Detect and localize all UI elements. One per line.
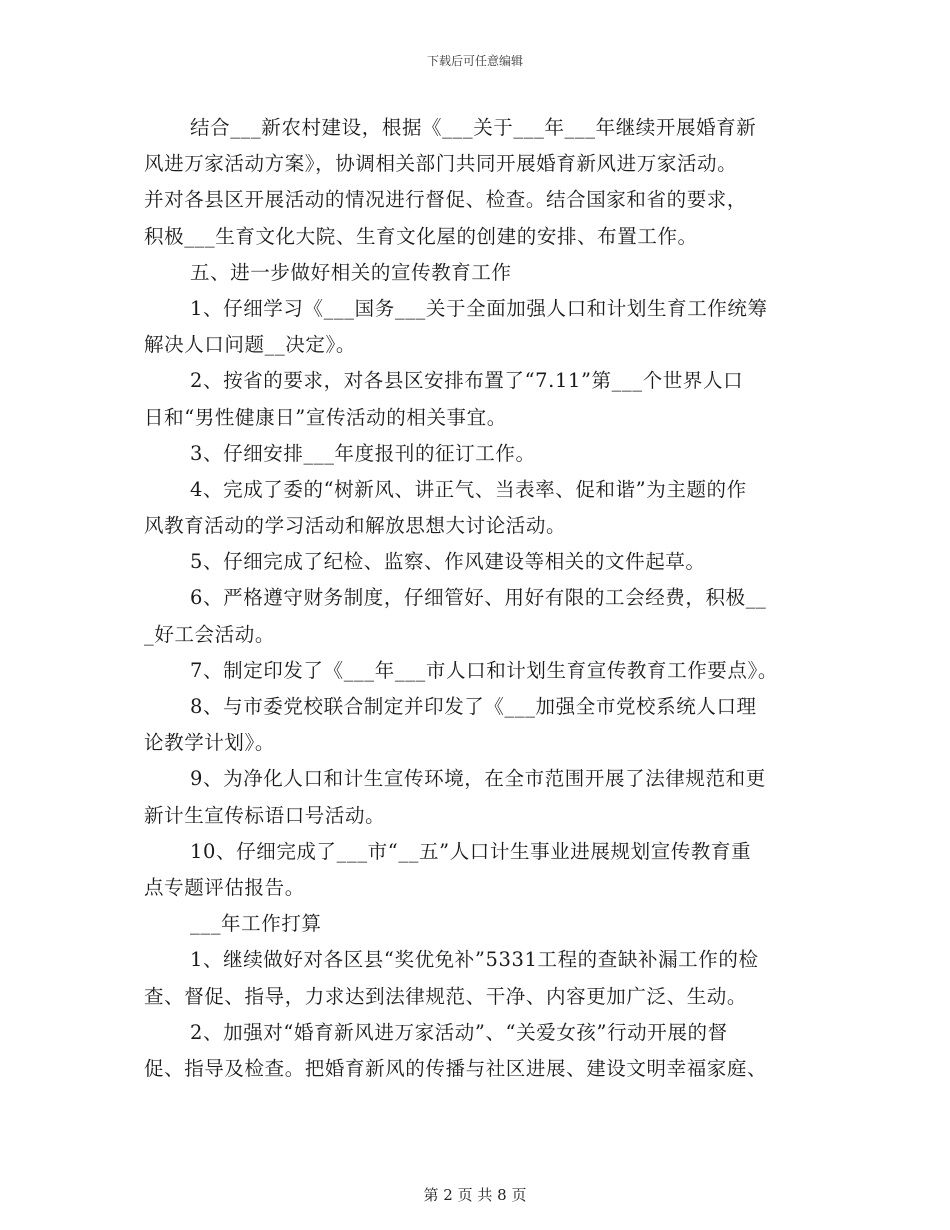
document-body: [144, 110, 808, 1087]
text-line: 五、进一步做好相关的宣传教育工作: [190, 260, 512, 284]
text-line: 日和“男性健康日”宣传活动的相关事宜。: [144, 405, 507, 429]
text-line: ___年工作打算: [190, 912, 322, 936]
text-line: 1、仔细学习《___国务___关于全面加强人口和计划生育工作统筹: [190, 296, 768, 320]
text-line: 促、指导及检查。把婚育新风的传播与社区进展、建设文明幸福家庭、: [144, 1056, 768, 1080]
text-line: 积极___生育文化大院、生育文化屋的创建的安排、布置工作。: [144, 224, 698, 248]
page-footer: 第 2 页 共 8 页: [423, 1186, 527, 1204]
text-line: 1、继续做好对各区县“奖优免补”5331工程的查缺补漏工作的检: [190, 948, 759, 972]
text-line: 10、仔细完成了___市“__五”人口计生事业进展规划宣传教育重: [190, 839, 752, 863]
text-line: 2、加强对“婚育新风进万家活动”、“关爱女孩”行动开展的督: [190, 1020, 728, 1044]
text-line: 6、严格遵守财务制度，仔细管好、用好有限的工会经费，积极__: [190, 586, 767, 610]
text-line: 论教学计划》。: [144, 731, 275, 755]
text-line: 点专题评估报告。: [144, 875, 305, 899]
text-line: 3、仔细安排___年度报刊的征订工作。: [190, 441, 536, 465]
header-note: 下载后可任意编辑: [426, 54, 523, 68]
text-line: 并对各县区开展活动的情况进行督促、检查。结合国家和省的要求，: [144, 188, 748, 212]
text-line: 9、为净化人口和计生宣传环境，在全市范围开展了法律规范和更: [190, 767, 766, 791]
text-line: 解决人口问题__决定》。: [144, 333, 356, 357]
text-line: 风进万家活动方案》，协调相关部门共同开展婚育新风进万家活动。: [144, 152, 738, 176]
text-line: 新计生宣传标语口号活动。: [144, 803, 386, 827]
text-line: 8、与市委党校联合制定并印发了《___加强全市党校系统人口理: [190, 695, 757, 718]
text-line: 2、按省的要求，对各县区安排布置了“7.11”第___个世界人口: [190, 369, 744, 393]
text-line: _好工会活动。: [144, 622, 275, 646]
text-line: 查、督促、指导，力求达到法律规范、干净、内容更加广泛、生动。: [144, 984, 748, 1008]
text-line: 结合___新农村建设，根据《___关于___年___年继续开展婚育新: [190, 116, 757, 139]
text-line: 4、完成了委的“树新风、讲正气、当表率、促和谐”为主题的作: [190, 477, 747, 501]
text-line: 风教育活动的学习活动和解放思想大讨论活动。: [144, 514, 567, 538]
text-line: 5、仔细完成了纪检、监察、作风建设等相关的文件起草。: [190, 550, 706, 574]
text-line: 7、制定印发了《___年___市人口和计划生育宣传教育工作要点》。: [190, 658, 778, 682]
